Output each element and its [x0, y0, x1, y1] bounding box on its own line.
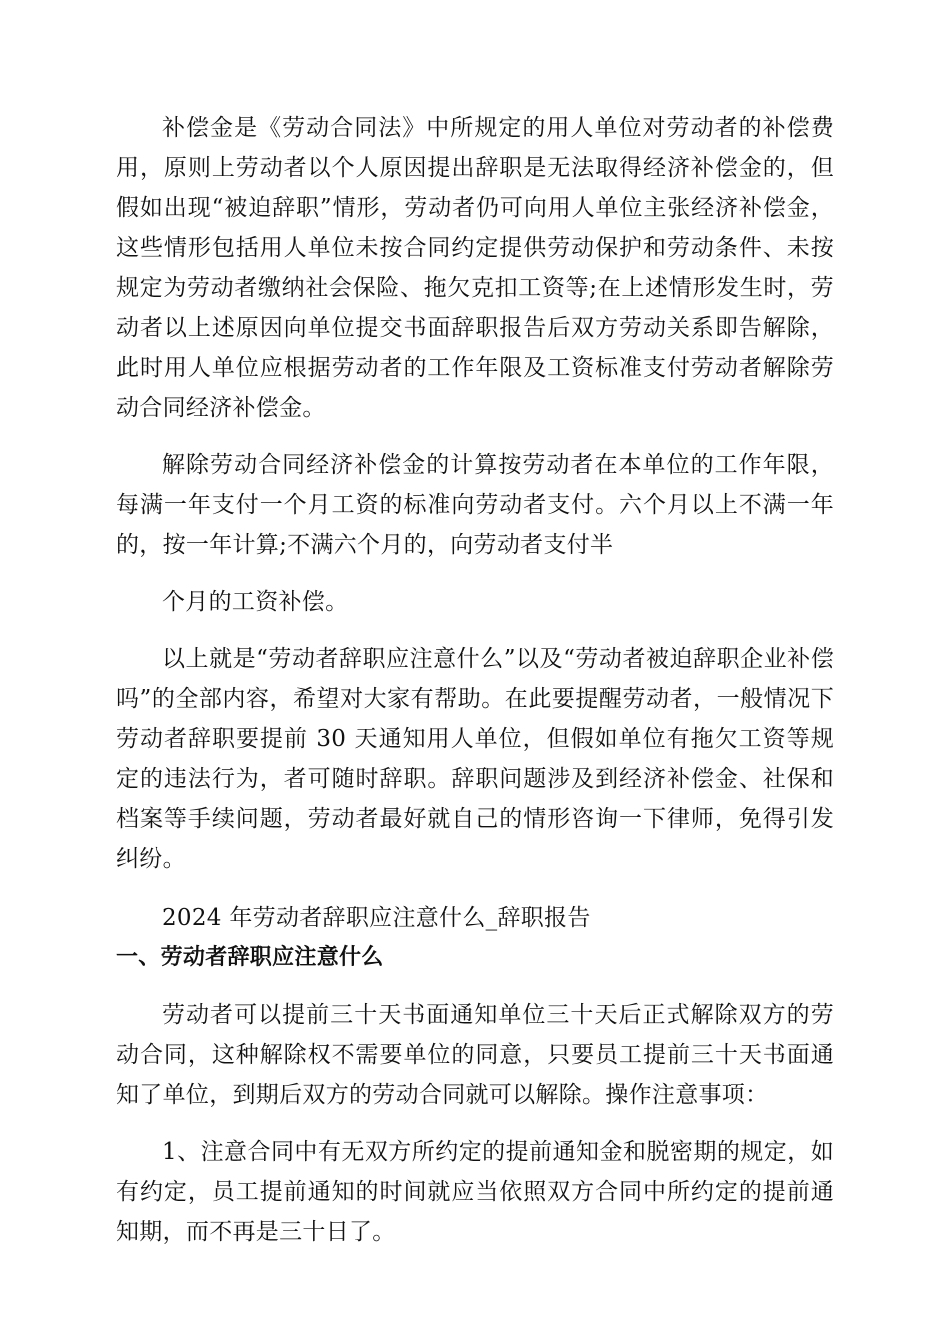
paragraph-notice-period: 劳动者可以提前三十天书面通知单位三十天后正式解除双方的劳动合同，这种解除权不需要单位的同意，只要员工提前三十天书面通知了单位，到期后双方的劳动合同就可以解除。操作注意事项： [116, 1002, 834, 1108]
paragraph-summary: 以上就是“劳动者辞职应注意什么”以及“劳动者被迫辞职企业补偿吗”的全部内容，希望对大家有帮助。在此要提醒劳动者，一般情况下劳动者辞职要提前 30 天通知用人单位，但假如单位有拖欠工资等规定的违法行为，者可随时辞职。辞职问题涉及到经济补偿金、社保和档案等手续问题，劳动者最好就自己的情形咨询一下律师，免得引发纠纷。 [116, 646, 834, 872]
paragraph-half-month: 个月的工资补偿。 [162, 589, 349, 615]
section-heading: 一、劳动者辞职应注意什么 [116, 945, 384, 970]
document-body [116, 108, 834, 1252]
paragraph-note-1: 1、注意合同中有无双方所约定的提前通知金和脱密期的规定，如有约定，员工提前通知的时间就应当依照双方合同中所约定的提前通知期，而不再是三十日了。 [116, 1139, 834, 1245]
paragraph-compensation-overview: 补偿金是《劳动合同法》中所规定的用人单位对劳动者的补偿费用，原则上劳动者以个人原因提出辞职是无法取得经济补偿金的，但假如出现“被迫辞职”情形，劳动者仍可向用人单位主张经济补偿金，这些情形包括用人单位未按合同约定提供劳动保护和劳动条件、未按规定为劳动者缴纳社会保险、拖欠克扣工资等;在上述情形发生时，劳动者以上述原因向单位提交书面辞职报告后双方劳动关系即告解除，此时用人单位应根据劳动者的工作年限及工资标准支付劳动者解除劳动合同经济补偿金。 [116, 115, 834, 421]
paragraph-compensation-calculation: 解除劳动合同经济补偿金的计算按劳动者在本单位的工作年限，每满一年支付一个月工资的标准向劳动者支付。六个月以上不满一年的，按一年计算;不满六个月的，向劳动者支付半 [116, 452, 834, 558]
document-subtitle: 2024 年劳动者辞职应注意什么_辞职报告 [162, 905, 591, 931]
